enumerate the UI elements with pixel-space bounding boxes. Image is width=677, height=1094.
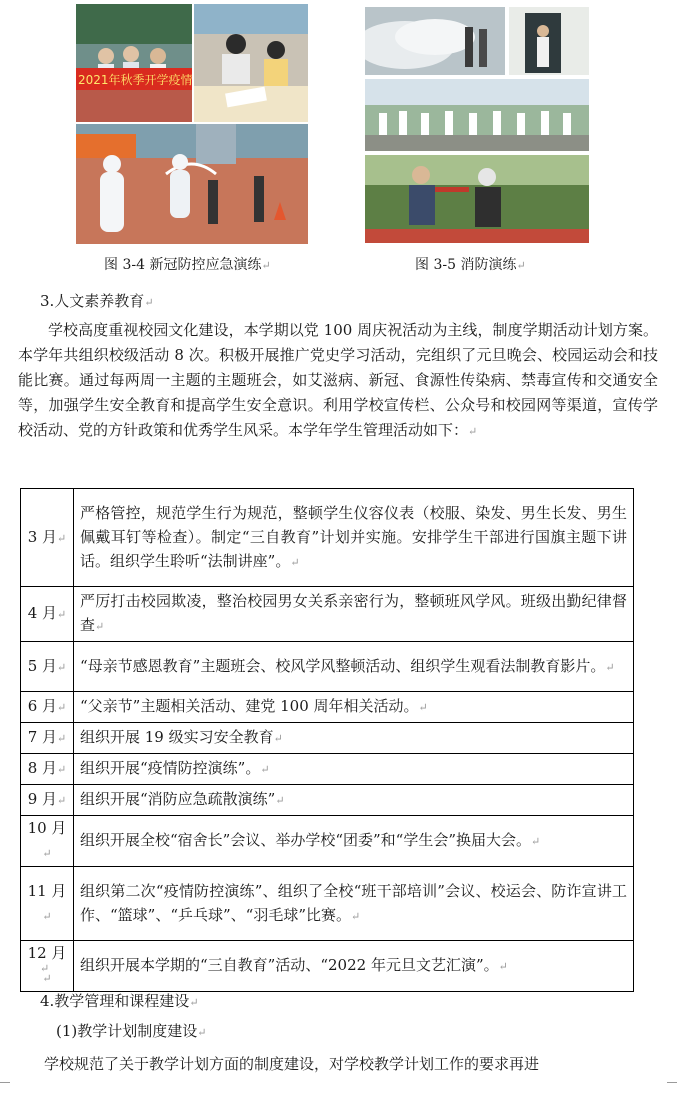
figure-3-4-photo	[76, 4, 308, 244]
figure-3-5-caption	[415, 254, 526, 274]
table-row	[21, 723, 634, 754]
figure-3-5-photo	[365, 7, 589, 243]
activity-schedule-table	[20, 488, 634, 992]
table-row	[21, 867, 634, 941]
crop-mark-right	[667, 1082, 677, 1093]
section-4-heading	[40, 990, 199, 1011]
table-row	[21, 489, 634, 587]
paragraph-mark: ↵	[516, 259, 526, 272]
heading-text: 4.教学管理和课程建设	[40, 992, 190, 1010]
content-cell: “母亲节感恩教育”主题班会、校风学风整顿活动、组织学生观看法制教育影片。↵	[74, 642, 634, 692]
month-cell: 12 月↵	[21, 941, 74, 992]
table-row	[21, 754, 634, 785]
empty-paragraph	[40, 958, 49, 976]
paragraph-mark: ↵	[197, 1026, 207, 1039]
paragraph-text: 学校高度重视校园文化建设，本学期以党 100 周庆祝活动为主线，制度学期活动计划方案。本学年共组织校级活动 8 次。积极开展推广党史学习活动，完组织了元旦晚会、校园运动会和技能比赛。通过每两周一主题的主题班会，如艾滋病、新冠、食源性传染病、禁毒宣传和交通安全等，加强学生安全教育和提高学生安全意识。利用学校宣传栏、公众号和校园网等渠道，宣传学校活动、党的方针政策和优秀学生风采。本学年学生管理活动如下：	[18, 321, 658, 439]
content-cell: 组织开展本学期的“三自教育”活动、“2022 年元旦文艺汇演”。↵	[74, 941, 634, 992]
heading-text: 3.人文素养教育	[40, 292, 145, 310]
month-cell: 6 月↵	[21, 692, 74, 723]
content-cell: 严格管控，规范学生行为规范，整顿学生仪容仪表（校服、染发、男生长发、男生佩戴耳钉等检查）。制定“三自教育”计划并实施。安排学生干部进行国旗主题下讲话。组织学生聆听“法制讲座”。↵	[74, 489, 634, 587]
paragraph-mark: ↵	[40, 962, 50, 975]
figure-3-4-collage	[76, 4, 308, 244]
banner-text: 2021年秋季开学疫情	[78, 73, 193, 87]
figure-3-5-collage	[365, 7, 589, 243]
month-cell: 10 月↵	[21, 816, 74, 867]
section-4-paragraph	[44, 1052, 660, 1077]
content-cell: 组织开展“消防应急疏散演练”↵	[74, 785, 634, 816]
caption-text: 图 3-4 新冠防控应急演练	[104, 257, 262, 273]
content-cell: 组织开展全校“宿舍长”会议、举办学校“团委”和“学生会”换届大会。↵	[74, 816, 634, 867]
subheading-text: (1)教学计划制度建设	[56, 1022, 198, 1040]
content-cell: 组织第二次“疫情防控演练”、组织了全校“班干部培训”会议、校运会、防诈宣讲工作、“篮球”、“乒乓球”、“羽毛球”比赛。↵	[74, 867, 634, 941]
paragraph-mark: ↵	[261, 259, 271, 272]
section-3-paragraph	[18, 318, 658, 444]
content-cell: 严厉打击校园欺凌，整治校园男女关系亲密行为，整顿班风学风。班级出勤纪律督查↵	[74, 587, 634, 642]
section-4-subheading	[56, 1020, 206, 1041]
table-row	[21, 785, 634, 816]
content-cell: 组织开展 19 级实习安全教育↵	[74, 723, 634, 754]
table-row	[21, 692, 634, 723]
content-cell: 组织开展“疫情防控演练”。↵	[74, 754, 634, 785]
paragraph-text: 学校规范了关于教学计划方面的制度建设，对学校教学计划工作的要求再进	[44, 1055, 540, 1073]
table-row	[21, 941, 634, 992]
month-cell: 5 月↵	[21, 642, 74, 692]
figure-3-4-caption	[104, 254, 271, 274]
month-cell: 8 月↵	[21, 754, 74, 785]
paragraph-mark: ↵	[468, 425, 478, 438]
section-3-heading	[40, 290, 154, 311]
caption-text: 图 3-5 消防演练	[415, 257, 517, 273]
month-cell: 11 月↵	[21, 867, 74, 941]
paragraph-mark: ↵	[144, 296, 154, 309]
month-cell: 7 月↵	[21, 723, 74, 754]
paragraph-mark: ↵	[189, 996, 199, 1009]
month-cell: 3 月↵	[21, 489, 74, 587]
month-cell: 9 月↵	[21, 785, 74, 816]
crop-mark-left	[0, 1082, 10, 1093]
table-row	[21, 587, 634, 642]
table-row	[21, 642, 634, 692]
content-cell: “父亲节”主题相关活动、建党 100 周年相关活动。↵	[74, 692, 634, 723]
month-cell: 4 月↵	[21, 587, 74, 642]
table-row	[21, 816, 634, 867]
